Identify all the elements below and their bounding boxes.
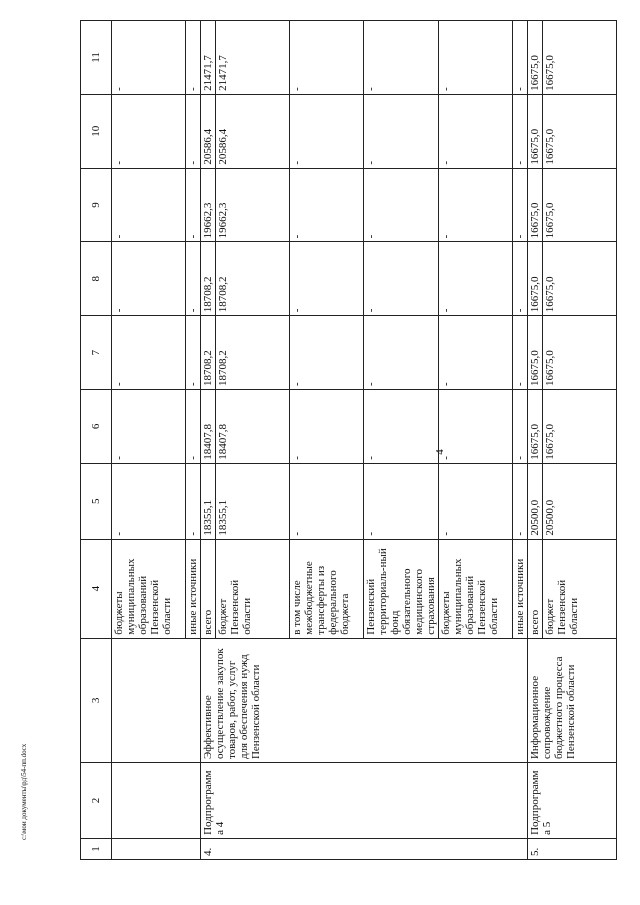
table-row — [201, 21, 216, 860]
value-cell: - — [186, 316, 201, 390]
value-cell: - — [112, 389, 186, 463]
value-cell: - — [186, 168, 201, 242]
value-cell: 16675,0 — [528, 94, 543, 168]
source-cell: бюджеты муниципальных образований Пензенской области — [439, 539, 513, 638]
value-cell: - — [290, 463, 364, 539]
col-header: 5 — [81, 463, 112, 539]
value-cell: - — [112, 94, 186, 168]
row-number: 5. — [528, 838, 617, 859]
value-cell: 16675,0 — [543, 168, 617, 242]
value-cell: - — [364, 242, 439, 316]
value-cell: 18708,2 — [201, 316, 216, 390]
source-cell: всего — [201, 539, 216, 638]
value-cell: 16675,0 — [543, 242, 617, 316]
value-cell: - — [513, 389, 528, 463]
value-cell: - — [439, 463, 513, 539]
value-cell: 18708,2 — [216, 316, 290, 390]
value-cell: 16675,0 — [543, 21, 617, 95]
table-row — [112, 21, 186, 860]
value-cell: 20586,4 — [216, 94, 290, 168]
value-cell: - — [364, 168, 439, 242]
budget-table — [80, 20, 617, 860]
value-cell: 20586,4 — [201, 94, 216, 168]
source-cell: иные источники — [513, 539, 528, 638]
source-cell: бюджет Пензенской области — [216, 539, 290, 638]
value-cell: - — [186, 463, 201, 539]
value-cell: - — [290, 168, 364, 242]
col-header: 11 — [81, 21, 112, 95]
col-header: 4 — [81, 539, 112, 638]
program-name: Подпрограмма 4 — [201, 763, 528, 839]
value-cell: - — [186, 242, 201, 316]
value-cell: - — [112, 242, 186, 316]
value-cell: 21471,7 — [201, 21, 216, 95]
value-cell: 21471,7 — [216, 21, 290, 95]
col-header: 9 — [81, 168, 112, 242]
value-cell: - — [186, 21, 201, 95]
value-cell: - — [439, 94, 513, 168]
value-cell: 16675,0 — [543, 389, 617, 463]
value-cell: - — [364, 21, 439, 95]
value-cell: - — [513, 168, 528, 242]
value-cell: 18355,1 — [201, 463, 216, 539]
source-cell: в том числе межбюджетные трансферты из федерального бюджета — [290, 539, 364, 638]
value-cell: 16675,0 — [543, 94, 617, 168]
value-cell: - — [186, 389, 201, 463]
value-cell: 20500,0 — [543, 463, 617, 539]
col-header: 3 — [81, 638, 112, 762]
table-row — [528, 21, 543, 860]
col-header: 8 — [81, 242, 112, 316]
source-cell: бюджеты муниципальных образований Пензенской области — [112, 539, 186, 638]
value-cell: 18407,8 — [201, 389, 216, 463]
value-cell: - — [513, 94, 528, 168]
value-cell: - — [439, 389, 513, 463]
value-cell: - — [112, 168, 186, 242]
value-cell: - — [513, 21, 528, 95]
value-cell: - — [112, 21, 186, 95]
row-number: 4. — [201, 838, 528, 859]
value-cell: - — [364, 94, 439, 168]
program-name: Подпрограмма 5 — [528, 763, 617, 839]
value-cell: 16675,0 — [528, 242, 543, 316]
footer-path: c:\мои документы\рд\54-пп.docx — [20, 743, 28, 840]
value-cell: - — [290, 94, 364, 168]
value-cell: 18355,1 — [216, 463, 290, 539]
source-cell: бюджет Пензенской области — [543, 539, 617, 638]
value-cell: 19662,3 — [216, 168, 290, 242]
header-row — [81, 21, 112, 860]
value-cell: - — [439, 168, 513, 242]
value-cell: - — [112, 316, 186, 390]
value-cell: 18708,2 — [201, 242, 216, 316]
value-cell: 20500,0 — [528, 463, 543, 539]
value-cell: - — [364, 463, 439, 539]
col-header: 6 — [81, 389, 112, 463]
value-cell: 18407,8 — [216, 389, 290, 463]
value-cell: 18708,2 — [216, 242, 290, 316]
rotated-table-page — [80, 20, 580, 860]
col-header: 2 — [81, 763, 112, 839]
value-cell: - — [439, 21, 513, 95]
col-header: 7 — [81, 316, 112, 390]
page-number: 4 — [433, 449, 446, 455]
value-cell: - — [186, 94, 201, 168]
value-cell: - — [439, 242, 513, 316]
value-cell: - — [290, 316, 364, 390]
value-cell: - — [364, 316, 439, 390]
value-cell: - — [364, 389, 439, 463]
source-cell: всего — [528, 539, 543, 638]
value-cell: - — [290, 389, 364, 463]
value-cell: 16675,0 — [528, 316, 543, 390]
value-cell: - — [112, 463, 186, 539]
program-description: Информационное сопровождение бюджетного процесса Пензенской области — [528, 638, 617, 762]
value-cell: - — [290, 242, 364, 316]
value-cell: 16675,0 — [543, 316, 617, 390]
program-description: Эффективное осуществление закупок товаров, работ, услуг для обеспечения нужд Пензенской области — [201, 638, 528, 762]
source-cell: Пензенский территориаль-ный фонд обязательного медицинского страхования — [364, 539, 439, 638]
source-cell: иные источники — [186, 539, 201, 638]
value-cell: 16675,0 — [528, 389, 543, 463]
value-cell: - — [513, 242, 528, 316]
value-cell: 19662,3 — [201, 168, 216, 242]
value-cell: 16675,0 — [528, 168, 543, 242]
value-cell: 16675,0 — [528, 21, 543, 95]
col-header: 10 — [81, 94, 112, 168]
value-cell: - — [513, 463, 528, 539]
value-cell: - — [439, 316, 513, 390]
value-cell: - — [290, 21, 364, 95]
value-cell: - — [513, 316, 528, 390]
col-header: 1 — [81, 838, 112, 859]
